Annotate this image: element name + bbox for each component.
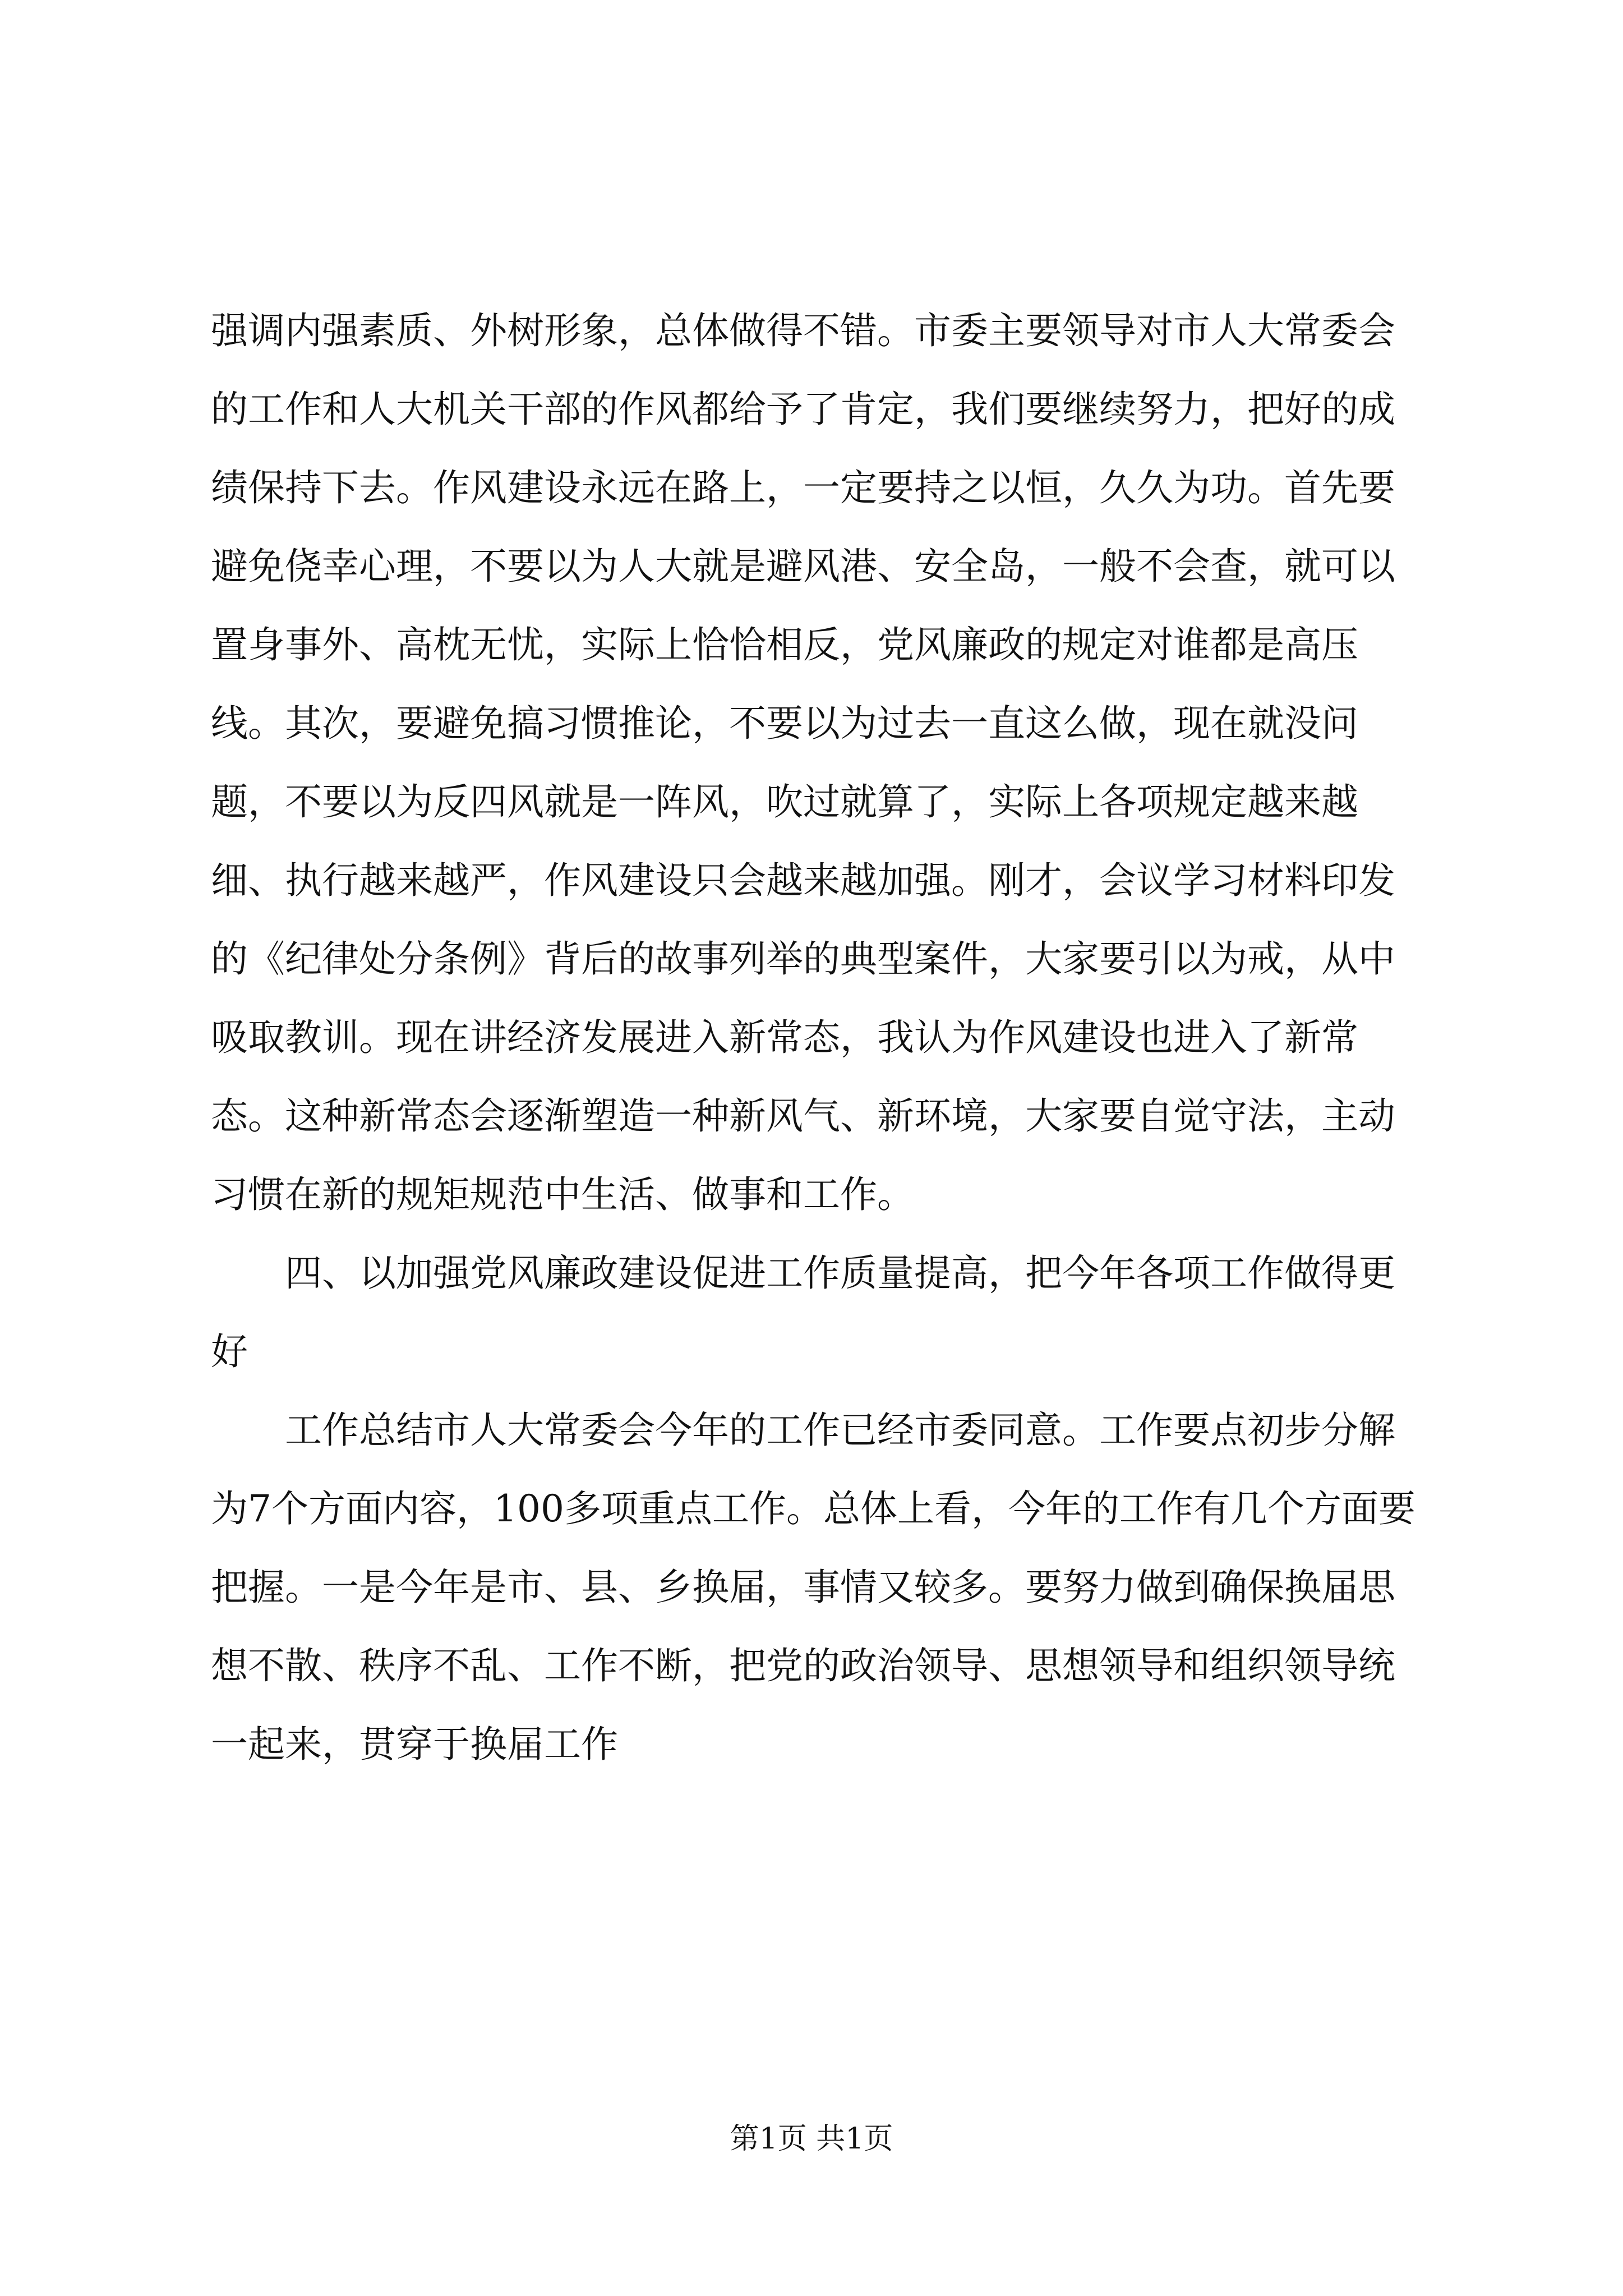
page-footer: 第1页 共1页 — [730, 2122, 893, 2156]
document-body — [211, 292, 1417, 1784]
paragraph-1: 强调内强素质、外树形象，总体做得不错。市委主要领导对市人大常委会的工作和人大机关干部的作风都给予了肯定，我们要继续努力，把好的成绩保持下去。作风建设永远在路上，一定要持之以恒，久久为功。首先要避免侥幸心理，不要以为人大就是避风港、安全岛，一般不会查，就可以置身事外、高枕无忧，实际上恰恰相反，党风廉政的规定对谁都是高压线。其次，要避免搞习惯推论，不要以为过去一直这么做，现在就没问题，不要以为反四风就是一阵风，吹过就算了，实际上各项规定越来越细、执行越来越严，作风建设只会越来越加强。刚才，会议学习材料印发的《纪律处分条例》背后的故事列举的典型案件，大家要引以为戒，从中吸取教训。现在讲经济发展进入新常态，我认为作风建设也进入了新常态。这种新常态会逐渐塑造一种新风气、新环境，大家要自觉守法，主动习惯在新的规矩规范中生活、做事和工作。 — [211, 309, 1395, 1216]
paragraph-3: 工作总结市人大常委会今年的工作已经市委同意。工作要点初步分解为7个方面内容，100多项重点工作。总体上看，今年的工作有几个方面要把握。一是今年是市、县、乡换届，事情又较多。要努力做到确保换届思想不散、秩序不乱、工作不断，把党的政治领导、思想领导和组织领导统一起来，贯穿于换届工作 — [211, 1409, 1415, 1766]
section-heading: 四、以加强党风廉政建设促进工作质量提高，把今年各项工作做得更好 — [211, 1251, 1395, 1373]
